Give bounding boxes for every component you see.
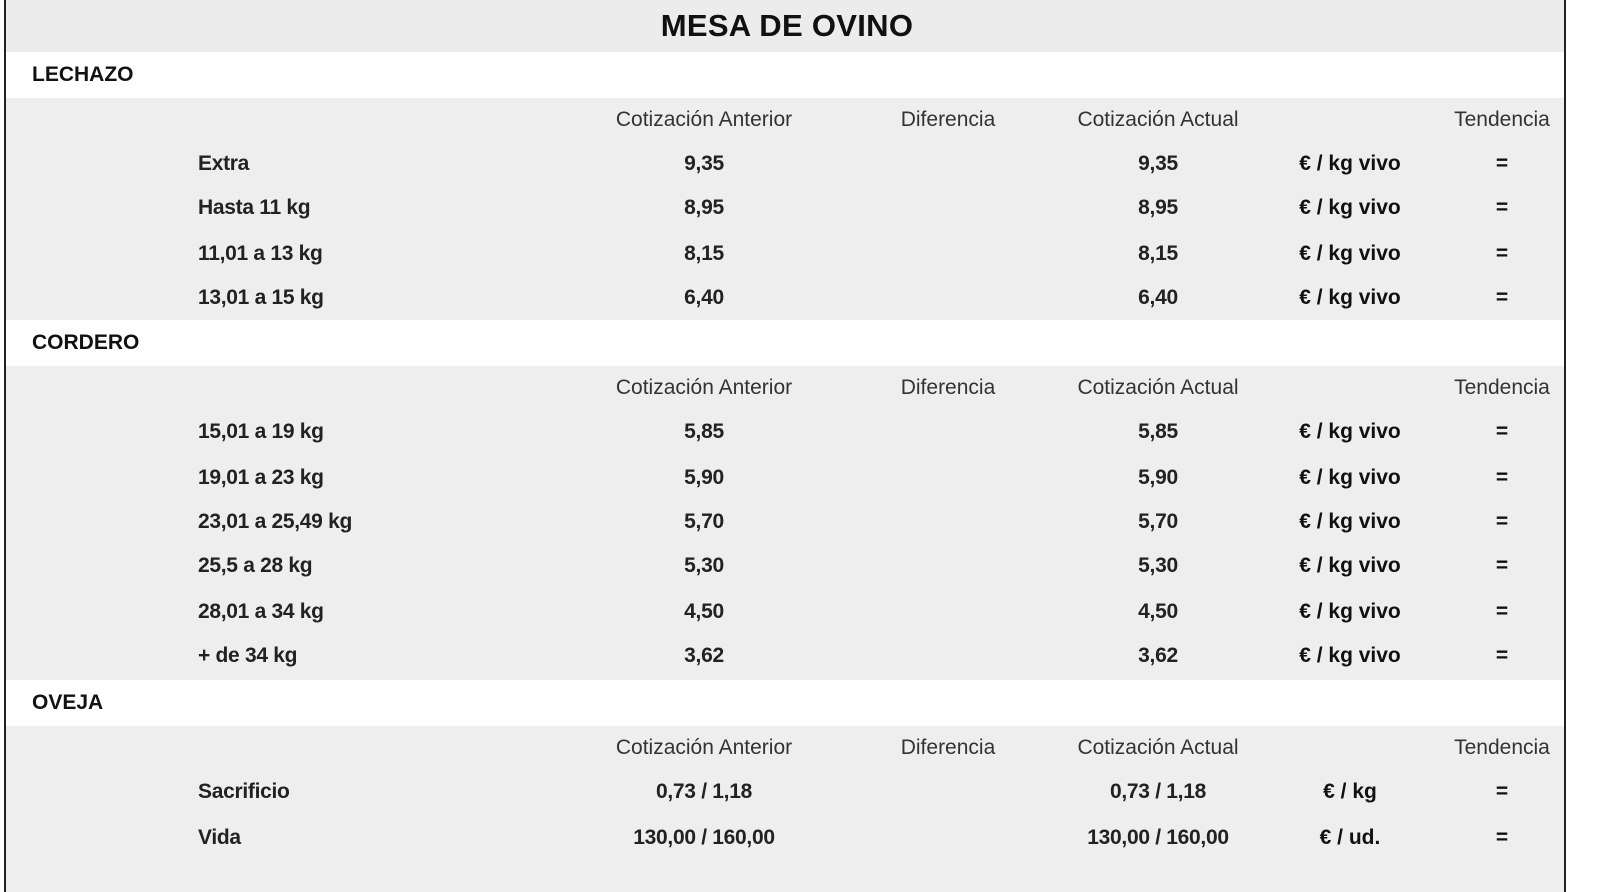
unit: € / kg vivo — [1299, 554, 1401, 577]
difference — [878, 142, 1018, 186]
unit: € / kg vivo — [1299, 420, 1401, 443]
current-price: 5,85 — [1138, 420, 1178, 443]
column-header-prev: Cotización Anterior — [615, 376, 793, 399]
row-label: Vida — [198, 826, 241, 849]
table-row — [6, 186, 1564, 230]
table-row — [6, 276, 1564, 320]
section-header-oveja — [6, 680, 1564, 726]
difference — [878, 634, 1018, 678]
trend-equal-icon: = — [1495, 826, 1509, 849]
column-header-curr: Cotización Actual — [1077, 736, 1239, 759]
difference — [878, 232, 1018, 276]
row-label: 15,01 a 19 kg — [198, 420, 324, 443]
current-price: 3,62 — [1138, 644, 1178, 667]
current-price: 8,15 — [1138, 242, 1178, 265]
difference — [878, 186, 1018, 230]
column-header-trend: Tendencia — [1454, 376, 1550, 399]
trend-equal-icon: = — [1495, 152, 1509, 175]
price-table — [4, 0, 1566, 892]
difference — [878, 816, 1018, 860]
trend-equal-icon: = — [1495, 780, 1509, 803]
current-price: 6,40 — [1138, 286, 1178, 309]
trend-equal-icon: = — [1495, 286, 1509, 309]
previous-price: 5,30 — [684, 554, 724, 577]
unit: € / kg vivo — [1299, 466, 1401, 489]
previous-price: 5,90 — [684, 466, 724, 489]
column-header-trend: Tendencia — [1454, 736, 1550, 759]
trend-equal-icon: = — [1495, 420, 1509, 443]
title-row — [6, 0, 1564, 52]
section-header-lechazo — [6, 52, 1564, 98]
section-title: CORDERO — [32, 331, 140, 354]
row-label: Sacrificio — [198, 780, 290, 803]
difference — [878, 456, 1018, 500]
page-title: MESA DE OVINO — [660, 8, 914, 43]
column-header-curr: Cotización Actual — [1077, 108, 1239, 131]
current-price: 5,30 — [1138, 554, 1178, 577]
difference — [878, 276, 1018, 320]
current-price: 130,00 / 160,00 — [1087, 826, 1229, 849]
row-label: 19,01 a 23 kg — [198, 466, 324, 489]
previous-price: 3,62 — [684, 644, 724, 667]
table-row — [6, 456, 1564, 500]
column-header-trend: Tendencia — [1454, 108, 1550, 131]
row-label: 23,01 a 25,49 kg — [198, 510, 352, 533]
trend-equal-icon: = — [1495, 600, 1509, 623]
difference — [878, 770, 1018, 814]
difference — [878, 500, 1018, 544]
table-row — [6, 500, 1564, 544]
unit: € / kg vivo — [1299, 286, 1401, 309]
column-header-row — [6, 98, 1564, 142]
unit: € / kg vivo — [1299, 242, 1401, 265]
difference — [878, 590, 1018, 634]
section-body-oveja — [6, 726, 1564, 892]
column-header-diff: Diferencia — [900, 736, 996, 759]
current-price: 0,73 / 1,18 — [1110, 780, 1206, 803]
previous-price: 6,40 — [684, 286, 724, 309]
section-body-lechazo — [6, 98, 1564, 320]
trend-equal-icon: = — [1495, 510, 1509, 533]
unit: € / kg vivo — [1299, 644, 1401, 667]
previous-price: 4,50 — [684, 600, 724, 623]
row-label: + de 34 kg — [198, 644, 298, 667]
unit: € / kg vivo — [1299, 196, 1401, 219]
column-header-curr: Cotización Actual — [1077, 376, 1239, 399]
row-label: 13,01 a 15 kg — [198, 286, 324, 309]
unit: € / kg vivo — [1299, 510, 1401, 533]
row-label: Hasta 11 kg — [198, 196, 311, 219]
column-header-prev: Cotización Anterior — [615, 108, 793, 131]
trend-equal-icon: = — [1495, 196, 1509, 219]
column-header-prev: Cotización Anterior — [615, 736, 793, 759]
current-price: 9,35 — [1138, 152, 1178, 175]
trend-equal-icon: = — [1495, 466, 1509, 489]
table-row — [6, 770, 1564, 814]
table-row — [6, 142, 1564, 186]
previous-price: 5,85 — [684, 420, 724, 443]
column-header-row — [6, 366, 1564, 410]
difference — [878, 544, 1018, 588]
row-label: 28,01 a 34 kg — [198, 600, 324, 623]
current-price: 4,50 — [1138, 600, 1178, 623]
previous-price: 8,95 — [684, 196, 724, 219]
table-row — [6, 634, 1564, 678]
current-price: 8,95 — [1138, 196, 1178, 219]
table-row — [6, 544, 1564, 588]
section-body-cordero — [6, 366, 1564, 680]
current-price: 5,90 — [1138, 466, 1178, 489]
section-title: LECHAZO — [32, 63, 134, 86]
column-header-row — [6, 726, 1564, 770]
row-label: Extra — [198, 152, 250, 175]
section-title: OVEJA — [32, 691, 104, 714]
column-header-diff: Diferencia — [900, 376, 996, 399]
previous-price: 9,35 — [684, 152, 724, 175]
previous-price: 8,15 — [684, 242, 724, 265]
difference — [878, 410, 1018, 454]
section-header-cordero — [6, 320, 1564, 366]
unit: € / ud. — [1319, 826, 1381, 849]
table-row — [6, 816, 1564, 860]
current-price: 5,70 — [1138, 510, 1178, 533]
row-label: 11,01 a 13 kg — [198, 242, 323, 265]
table-row — [6, 410, 1564, 454]
previous-price: 130,00 / 160,00 — [633, 826, 775, 849]
previous-price: 5,70 — [684, 510, 724, 533]
row-label: 25,5 a 28 kg — [198, 554, 313, 577]
column-header-diff: Diferencia — [900, 108, 996, 131]
trend-equal-icon: = — [1495, 554, 1509, 577]
table-row — [6, 590, 1564, 634]
unit: € / kg vivo — [1299, 600, 1401, 623]
trend-equal-icon: = — [1495, 242, 1509, 265]
unit: € / kg — [1323, 780, 1377, 803]
previous-price: 0,73 / 1,18 — [656, 780, 752, 803]
trend-equal-icon: = — [1495, 644, 1509, 667]
table-row — [6, 232, 1564, 276]
unit: € / kg vivo — [1299, 152, 1401, 175]
